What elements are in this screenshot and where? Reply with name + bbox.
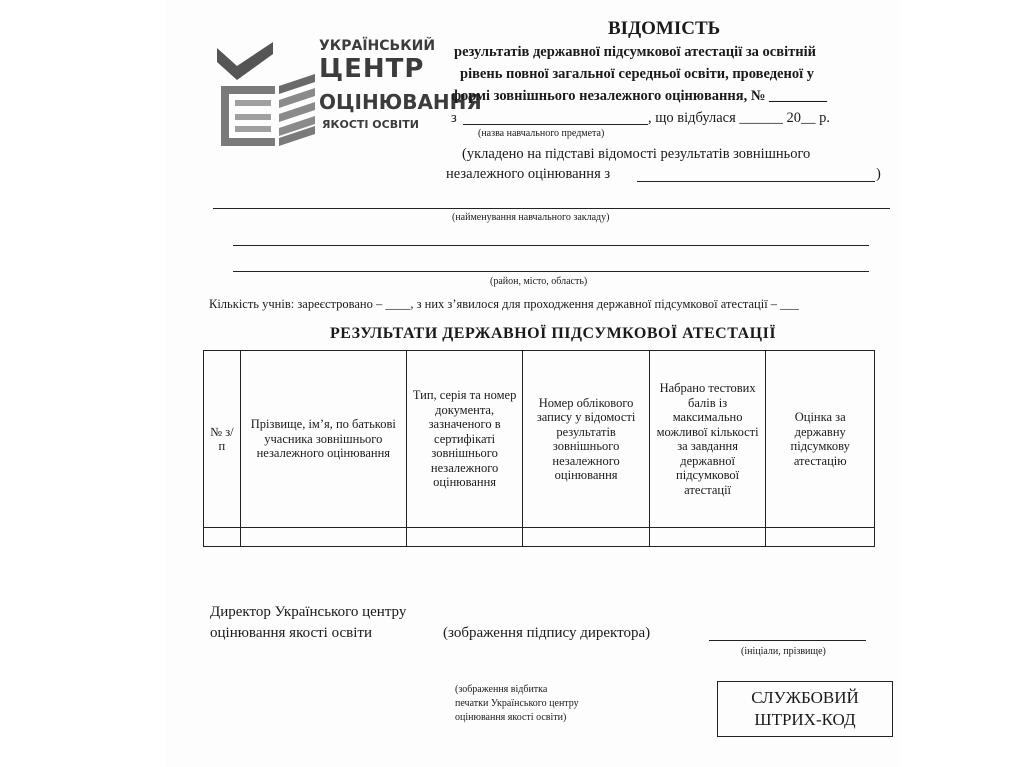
subject-field: [463, 124, 648, 125]
header-line2: рівень повної загальної середньої освіти, проведеної у: [460, 66, 814, 82]
ucoyo-logo: [215, 38, 482, 158]
institution-field: [213, 208, 890, 209]
table-cell: [406, 528, 523, 547]
logo-line2: ЦЕНТР: [319, 54, 425, 84]
initials-caption: (ініціали, прізвище): [741, 646, 826, 657]
header-line4-prefix: з: [451, 110, 457, 126]
director-line1: Директор Українського центру: [210, 604, 407, 620]
col-header-record-number: Номер облікового запису у відомості результатів зовнішнього незалежного оцінювання: [523, 351, 649, 528]
book-logo-icon: [215, 38, 325, 158]
table-cell: [523, 528, 649, 547]
results-table: [203, 350, 875, 547]
initials-field: [709, 640, 866, 641]
results-title: РЕЗУЛЬТАТИ ДЕРЖАВНОЇ ПІДСУМКОВОЇ АТЕСТАЦІЇ: [330, 325, 777, 342]
students-count-line: Кількість учнів: зареєстровано – ____, з них з’явилося для проходження державної підсумкової атестації – ___: [209, 297, 799, 311]
seal-line2: печатки Українського центру: [455, 698, 579, 709]
director-line2: оцінювання якості освіти: [210, 625, 372, 641]
col-header-number: № з/п: [204, 351, 241, 528]
region-caption: (район, місто, область): [490, 276, 588, 287]
basis-line2-suffix: ): [876, 166, 881, 182]
table-cell: [766, 528, 875, 547]
institution-field-2: [233, 245, 869, 246]
region-field: [233, 271, 869, 272]
table-cell: [204, 528, 241, 547]
table-cell: [649, 528, 766, 547]
subject-caption: (назва навчального предмета): [478, 128, 605, 139]
table-cell: [240, 528, 406, 547]
basis-line1: (укладено на підставі відомості результатів зовнішнього: [462, 146, 811, 162]
logo-line3: ОЦІНЮВАННЯ: [319, 90, 482, 114]
institution-caption: (найменування навчального закладу): [452, 212, 610, 223]
col-header-document: Тип, серія та номер документа, зазначеного в сертифікаті зовнішнього незалежного оцінювання: [406, 351, 523, 528]
logo-line1: УКРАЇНСЬКИЙ: [319, 38, 436, 54]
header-line3: формі зовнішнього незалежного оцінювання, № ________: [451, 88, 828, 104]
table-row: [204, 528, 875, 547]
document-title: ВІДОМІСТЬ: [608, 18, 721, 39]
logo-line4: ЯКОСТІ ОСВІТИ: [322, 118, 419, 131]
col-header-test-points: Набрано тестових балів із максимально можливої кількості за завдання державної підсумкової атестації: [649, 351, 766, 528]
signature-placeholder: (зображення підпису директора): [443, 625, 651, 641]
header-line1: результатів державної підсумкової атестації за освітній: [454, 44, 816, 60]
seal-line3: оцінювання якості освіти): [455, 712, 567, 723]
service-barcode-box: [717, 681, 893, 737]
basis-line2-prefix: незалежного оцінювання з: [446, 166, 611, 182]
barcode-line1: СЛУЖБОВИЙ: [751, 688, 859, 707]
header-line4-suffix: , що відбулася ______ 20__ р.: [648, 110, 831, 126]
col-header-name: Прізвище, ім’я, по батькові учасника зовнішнього незалежного оцінювання: [240, 351, 406, 528]
seal-line1: (зображення відбитка: [455, 684, 548, 695]
basis-subject-field: [637, 181, 875, 182]
col-header-grade: Оцінка за державну підсумкову атестацію: [766, 351, 875, 528]
barcode-line2: ШТРИХ-КОД: [754, 710, 856, 729]
